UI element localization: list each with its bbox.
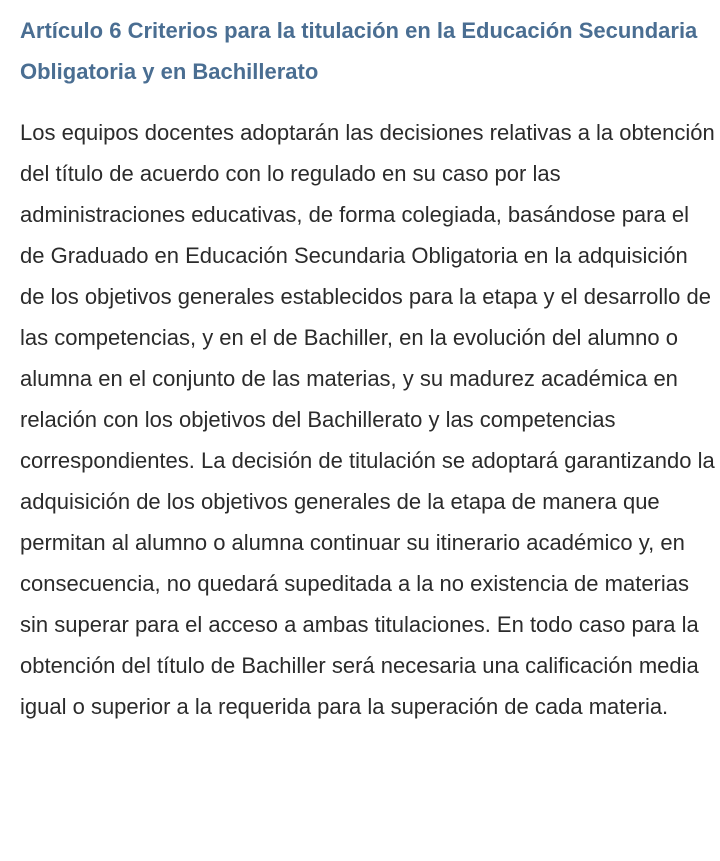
- article-section: [20, 10, 716, 727]
- article-title: Artículo 6 Criterios para la titulación en la Educación Secundaria Obligatoria y en Bachillerato: [20, 18, 698, 84]
- article-body-paragraph: Los equipos docentes adoptarán las decisiones relativas a la obtención del título de acuerdo con lo regulado en su caso por las administraciones educativas, de forma colegiada, basándose para el de Graduado en Educación Secundaria Obligatoria en la adquisición de los objetivos generales establecidos para la etapa y el desarrollo de las competencias, y en el de Bachiller, en la evolución del alumno o alumna en el conjunto de las materias, y su madurez académica en relación con los objetivos del Bachillerato y las competencias correspondientes. La decisión de titulación se adoptará garantizando la adquisición de los objetivos generales de la etapa de manera que permitan al alumno o alumna continuar su itinerario académico y, en consecuencia, no quedará supeditada a la no existencia de materias sin superar para el acceso a ambas titulaciones. En todo caso para la obtención del título de Bachiller será necesaria una calificación media igual o superior a la requerida para la superación de cada materia.: [20, 120, 715, 719]
